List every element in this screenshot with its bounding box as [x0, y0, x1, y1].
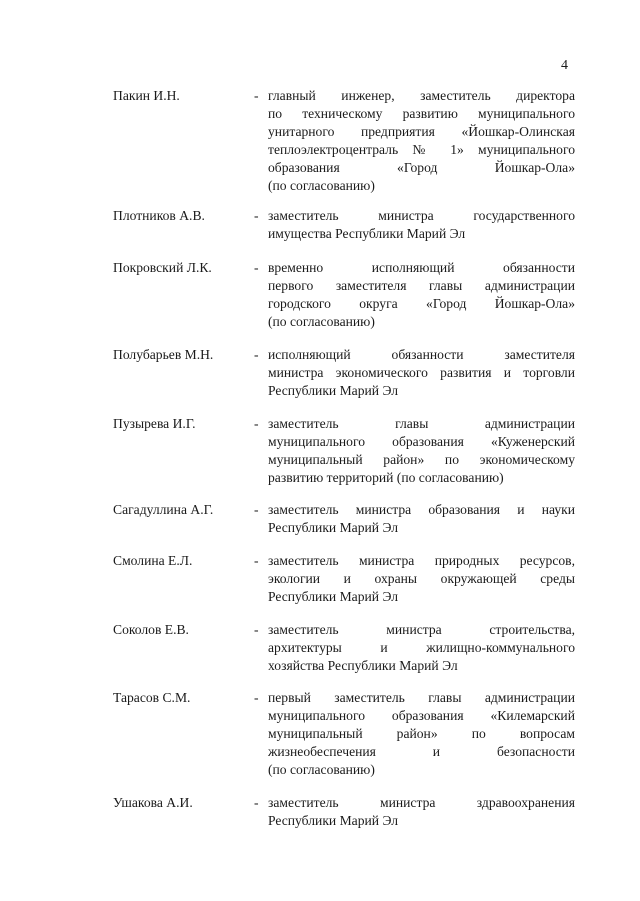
position-line: теплоэлектроцентраль № 1» муниципального: [268, 142, 575, 157]
person-name: Полубарьев М.Н.: [113, 347, 214, 362]
position-line: временно исполняющий обязанности: [268, 260, 575, 275]
position-line: хозяйства Республики Марий Эл: [268, 658, 458, 673]
position-line: заместитель министра строительства,: [268, 622, 575, 637]
person-name: Плотников А.В.: [113, 208, 205, 223]
dash-separator: -: [254, 502, 259, 517]
position-description: [268, 621, 575, 675]
position-line: муниципального образования «Куженерский: [268, 434, 575, 449]
position-line: муниципального образования «Килемарский: [268, 708, 575, 723]
page-number: 4: [561, 58, 568, 73]
dash-separator: -: [254, 416, 259, 431]
position-line: Республики Марий Эл: [268, 383, 399, 398]
position-line: Республики Марий Эл: [268, 813, 399, 828]
position-line: архитектуры и жилищно-коммунального: [268, 640, 575, 655]
position-line: заместитель министра государственного: [268, 208, 575, 223]
person-name: Тарасов С.М.: [113, 690, 191, 705]
position-description: [268, 501, 575, 537]
position-line: экологии и охраны окружающей среды: [268, 571, 575, 586]
position-line: заместитель министра здравоохранения: [268, 795, 575, 810]
position-description: [268, 259, 575, 331]
dash-separator: -: [254, 88, 259, 103]
position-line: главный инженер, заместитель директора: [268, 88, 575, 103]
person-name: Пакин И.Н.: [113, 88, 180, 103]
position-description: [268, 794, 575, 830]
person-name: Ушакова А.И.: [113, 795, 193, 810]
person-name: Смолина Е.Л.: [113, 553, 193, 568]
dash-separator: -: [254, 622, 259, 637]
position-line: муниципальный район» по вопросам: [268, 726, 575, 741]
position-line: жизнеобеспечения и безопасности: [268, 744, 575, 759]
dash-separator: -: [254, 208, 259, 223]
position-line: (по согласованию): [268, 762, 375, 777]
position-line: имущества Республики Марий Эл: [268, 226, 466, 241]
position-line: Республики Марий Эл: [268, 520, 399, 535]
person-name: Соколов Е.В.: [113, 622, 189, 637]
position-line: развитию территорий (по согласованию): [268, 470, 504, 485]
position-line: заместитель министра природных ресурсов,: [268, 553, 575, 568]
position-line: (по согласованию): [268, 314, 375, 329]
position-description: [268, 346, 575, 400]
person-name: Покровский Л.К.: [113, 260, 212, 275]
position-line: (по согласованию): [268, 178, 375, 193]
dash-separator: -: [254, 795, 259, 810]
position-line: городского округа «Город Йошкар-Ола»: [268, 296, 575, 311]
position-description: [268, 552, 575, 606]
position-line: унитарного предприятия «Йошкар-Олинская: [268, 124, 575, 139]
position-description: [268, 207, 575, 243]
position-line: Республики Марий Эл: [268, 589, 399, 604]
position-line: образования «Город Йошкар-Ола»: [268, 160, 575, 175]
position-line: муниципальный район» по экономическому: [268, 452, 575, 467]
position-description: [268, 87, 575, 195]
position-line: первого заместителя главы администрации: [268, 278, 575, 293]
position-line: по техническому развитию муниципального: [268, 106, 575, 121]
person-name: Пузырева И.Г.: [113, 416, 196, 431]
position-line: заместитель министра образования и науки: [268, 502, 575, 517]
position-line: исполняющий обязанности заместителя: [268, 347, 575, 362]
dash-separator: -: [254, 690, 259, 705]
dash-separator: -: [254, 347, 259, 362]
person-name: Сагадуллина А.Г.: [113, 502, 214, 517]
dash-separator: -: [254, 260, 259, 275]
position-line: министра экономического развития и торговли: [268, 365, 575, 380]
dash-separator: -: [254, 553, 259, 568]
position-description: [268, 415, 575, 487]
position-line: заместитель главы администрации: [268, 416, 575, 431]
position-line: первый заместитель главы администрации: [268, 690, 575, 705]
position-description: [268, 689, 575, 779]
